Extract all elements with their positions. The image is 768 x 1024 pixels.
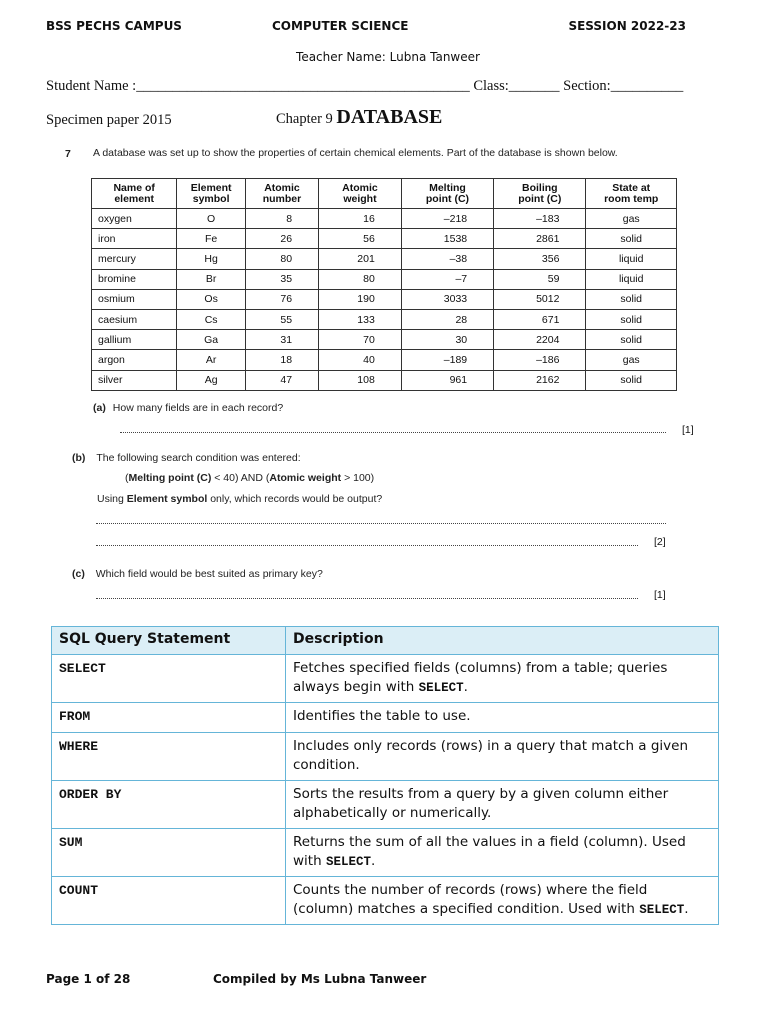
table-row xyxy=(92,370,677,390)
sql-table-row xyxy=(52,877,719,925)
header-text: Boiling xyxy=(521,181,558,194)
sql-table-header xyxy=(52,627,719,655)
table-cell: –38 xyxy=(401,249,493,269)
table-cell: osmium xyxy=(92,289,177,309)
part-b-using xyxy=(97,493,382,505)
part-c xyxy=(72,568,323,580)
table-row xyxy=(92,350,677,370)
table-cell: 26 xyxy=(245,229,318,249)
section-label: Section: xyxy=(563,78,611,94)
table-row xyxy=(92,269,677,289)
table-cell: gallium xyxy=(92,330,177,350)
table-cell: 1538 xyxy=(401,229,493,249)
table-cell: 2204 xyxy=(494,330,586,350)
header-text: point (C) xyxy=(518,192,562,205)
student-name-label: Student Name : xyxy=(46,78,137,94)
sql-description xyxy=(286,829,719,877)
table-cell: –189 xyxy=(401,350,493,370)
description-text: Includes only records (rows) in a query that match a given condition. xyxy=(293,738,689,773)
answer-line-a[interactable] xyxy=(120,432,666,433)
using-text-1: Using xyxy=(97,493,127,505)
sql-description xyxy=(286,733,719,781)
compiled-by: Compiled by Ms Lubna Tanweer xyxy=(213,972,427,986)
table-cell: 201 xyxy=(319,249,402,269)
table-cell: Ag xyxy=(177,370,246,390)
sql-description xyxy=(286,703,719,733)
table-cell: O xyxy=(177,209,246,229)
table-cell: solid xyxy=(586,309,677,329)
header-text: number xyxy=(262,192,302,205)
table-cell: 16 xyxy=(319,209,402,229)
condition-op-1: < 40) AND ( xyxy=(211,472,270,484)
table-cell: argon xyxy=(92,350,177,370)
chapter-label: Chapter 9 xyxy=(276,111,333,127)
table-cell: 671 xyxy=(494,309,586,329)
table-cell: 961 xyxy=(401,370,493,390)
using-field: Element symbol xyxy=(126,493,208,505)
table-cell: 3033 xyxy=(401,289,493,309)
table-cell: 80 xyxy=(319,269,402,289)
class-blank[interactable]: _______ xyxy=(508,78,560,94)
table-row xyxy=(92,289,677,309)
condition-field-2: Atomic weight xyxy=(269,472,342,484)
table-cell: gas xyxy=(586,350,677,370)
table-cell: 28 xyxy=(401,309,493,329)
mark-b: [2] xyxy=(654,536,666,548)
elements-header-cell xyxy=(401,179,493,209)
header-text: room temp xyxy=(604,192,659,205)
header-text: symbol xyxy=(192,192,230,205)
table-cell: caesium xyxy=(92,309,177,329)
table-cell: oxygen xyxy=(92,209,177,229)
table-cell: 76 xyxy=(245,289,318,309)
table-cell: Cs xyxy=(177,309,246,329)
chapter-heading xyxy=(276,106,442,129)
table-cell: 5012 xyxy=(494,289,586,309)
part-b-text: The following search condition was entered: xyxy=(96,452,301,464)
elements-table-header xyxy=(92,179,677,209)
header-text: Atomic xyxy=(264,181,300,194)
inline-code: SELECT xyxy=(325,855,371,869)
table-cell: solid xyxy=(586,370,677,390)
elements-header-cell xyxy=(494,179,586,209)
table-cell: 2162 xyxy=(494,370,586,390)
elements-table xyxy=(91,178,677,391)
question-number: 7 xyxy=(65,148,71,160)
part-a-text: How many fields are in each record? xyxy=(112,402,284,414)
table-row xyxy=(92,309,677,329)
condition-field-1: Melting point (C) xyxy=(128,472,212,484)
sql-description xyxy=(286,781,719,829)
table-cell: silver xyxy=(92,370,177,390)
table-cell: 31 xyxy=(245,330,318,350)
table-cell: 47 xyxy=(245,370,318,390)
description-text: Identifies the table to use. xyxy=(293,708,471,724)
using-text-2: only, which records would be output? xyxy=(207,493,383,505)
elements-table-body xyxy=(92,209,677,391)
sql-keyword: SELECT xyxy=(52,655,286,703)
description-text: Returns the sum of all the values in a field (column). Used with xyxy=(293,834,686,869)
table-cell: gas xyxy=(586,209,677,229)
chapter-title: DATABASE xyxy=(336,106,443,128)
student-info-line xyxy=(46,78,683,95)
table-cell: Fe xyxy=(177,229,246,249)
table-cell: 80 xyxy=(245,249,318,269)
table-cell: liquid xyxy=(586,249,677,269)
sql-table-body xyxy=(52,655,719,925)
table-cell: 8 xyxy=(245,209,318,229)
header-text: Melting xyxy=(429,181,466,194)
table-cell: 35 xyxy=(245,269,318,289)
answer-line-b1[interactable] xyxy=(96,523,666,524)
header-text: weight xyxy=(343,192,377,205)
sql-statements-table xyxy=(51,626,719,925)
table-cell: mercury xyxy=(92,249,177,269)
sql-keyword: ORDER BY xyxy=(52,781,286,829)
table-cell: iron xyxy=(92,229,177,249)
elements-header-cell xyxy=(177,179,246,209)
table-cell: 59 xyxy=(494,269,586,289)
teacher-name: Teacher Name: Lubna Tanweer xyxy=(296,50,480,64)
table-cell: solid xyxy=(586,330,677,350)
table-cell: Os xyxy=(177,289,246,309)
header-text: point (C) xyxy=(425,192,470,205)
sql-keyword: COUNT xyxy=(52,877,286,925)
table-cell: 190 xyxy=(319,289,402,309)
header-text: Name of xyxy=(113,181,155,194)
header-text: Atomic xyxy=(342,181,378,194)
description-punct: . xyxy=(463,679,468,695)
part-c-text: Which field would be best suited as primary key? xyxy=(95,568,323,580)
sql-table-row xyxy=(52,733,719,781)
answer-line-b2[interactable] xyxy=(96,545,638,546)
condition-op-2: > 100) xyxy=(341,472,375,484)
elements-header-cell xyxy=(586,179,677,209)
mark-a: [1] xyxy=(682,424,694,436)
description-text: Counts the number of records (rows) where the field (column) matches a specified condition. Used with xyxy=(293,882,648,917)
part-c-label: (c) xyxy=(72,568,85,580)
sql-keyword: SUM xyxy=(52,829,286,877)
table-cell: –218 xyxy=(401,209,493,229)
table-row xyxy=(92,330,677,350)
table-cell: 30 xyxy=(401,330,493,350)
inline-code: SELECT xyxy=(418,681,464,695)
sql-header-statement: SQL Query Statement xyxy=(52,627,286,655)
header-text: State at xyxy=(612,181,651,194)
class-label: Class: xyxy=(473,78,509,94)
table-cell: liquid xyxy=(586,269,677,289)
elements-header-cell xyxy=(319,179,402,209)
elements-header-cell xyxy=(245,179,318,209)
header-text: Element xyxy=(190,181,232,194)
table-cell: –183 xyxy=(494,209,586,229)
table-cell: Hg xyxy=(177,249,246,269)
table-row xyxy=(92,209,677,229)
table-cell: 40 xyxy=(319,350,402,370)
part-a xyxy=(93,402,283,414)
table-cell: 133 xyxy=(319,309,402,329)
description-punct: . xyxy=(684,901,689,917)
sql-keyword: WHERE xyxy=(52,733,286,781)
table-cell: solid xyxy=(586,289,677,309)
elements-header-cell xyxy=(92,179,177,209)
inline-code: SELECT xyxy=(639,903,685,917)
sql-keyword: FROM xyxy=(52,703,286,733)
table-row xyxy=(92,229,677,249)
table-cell: Ga xyxy=(177,330,246,350)
campus-name: BSS PECHS CAMPUS xyxy=(46,19,182,33)
header-text: element xyxy=(114,192,155,205)
sql-table-row xyxy=(52,655,719,703)
table-cell: solid xyxy=(586,229,677,249)
table-row xyxy=(92,249,677,269)
table-cell: Ar xyxy=(177,350,246,370)
table-cell: 56 xyxy=(319,229,402,249)
page-number: Page 1 of 28 xyxy=(46,972,131,986)
session: SESSION 2022-23 xyxy=(568,19,686,33)
table-cell: –186 xyxy=(494,350,586,370)
mark-c: [1] xyxy=(654,589,666,601)
sql-description xyxy=(286,877,719,925)
subject-name: COMPUTER SCIENCE xyxy=(272,19,409,33)
sql-table-row xyxy=(52,703,719,733)
question-text: A database was set up to show the properties of certain chemical elements. Part of the database is shown below. xyxy=(93,147,618,159)
table-cell: 108 xyxy=(319,370,402,390)
table-cell: 70 xyxy=(319,330,402,350)
search-condition: (Melting point (C) < 40) AND (Atomic weight > 100) xyxy=(125,472,375,484)
section-blank[interactable]: __________ xyxy=(610,78,684,94)
answer-line-c[interactable] xyxy=(96,598,638,599)
description-text: Fetches specified fields (columns) from a table; queries always begin with xyxy=(293,660,668,695)
part-a-label: (a) xyxy=(93,402,106,414)
table-cell: Br xyxy=(177,269,246,289)
description-text: Sorts the results from a query by a given column either alphabetically or numerically. xyxy=(293,786,669,821)
table-cell: 356 xyxy=(494,249,586,269)
sql-table-row xyxy=(52,829,719,877)
sql-description xyxy=(286,655,719,703)
description-punct: . xyxy=(370,853,376,869)
student-name-blank[interactable]: ______________________________________________ xyxy=(136,78,470,94)
part-b xyxy=(72,452,301,464)
table-cell: 2861 xyxy=(494,229,586,249)
part-b-label: (b) xyxy=(72,452,86,464)
sql-table-row xyxy=(52,781,719,829)
specimen-paper: Specimen paper 2015 xyxy=(46,112,172,128)
table-cell: –7 xyxy=(401,269,493,289)
table-cell: 55 xyxy=(245,309,318,329)
table-cell: 18 xyxy=(245,350,318,370)
table-cell: bromine xyxy=(92,269,177,289)
sql-header-description: Description xyxy=(286,627,719,655)
